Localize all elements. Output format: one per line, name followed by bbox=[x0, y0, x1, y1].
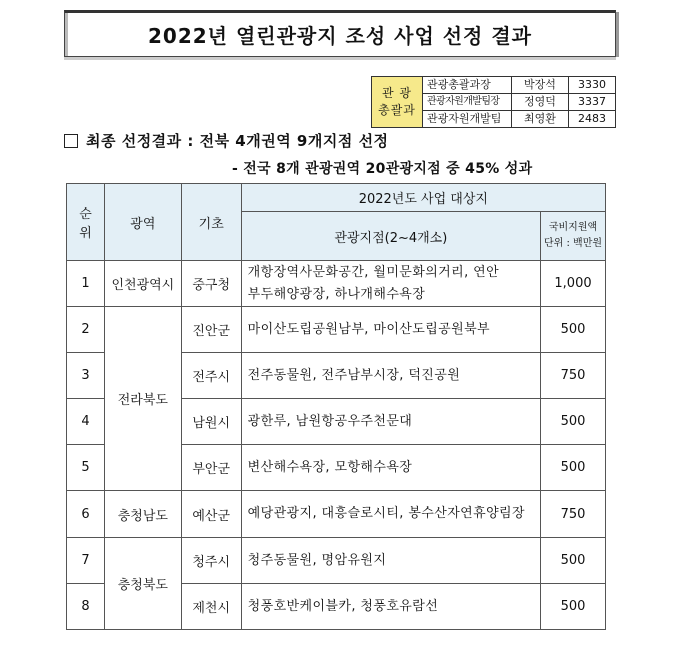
contact-name: 최영환 bbox=[512, 111, 569, 128]
header-basic: 기초 bbox=[181, 184, 241, 261]
header-region: 광역 bbox=[104, 184, 181, 261]
contact-name: 정영덕 bbox=[512, 94, 569, 111]
table-row: 3 전주시 전주동물원, 전주남부시장, 덕진공원 750 bbox=[67, 353, 606, 399]
header-target: 2022년도 사업 대상지 bbox=[241, 184, 605, 212]
table-row: 5 부안군 변산해수욕장, 모항해수욕장 500 bbox=[67, 445, 606, 491]
table-row: 4 남원시 광한루, 남원항공우주천문대 500 bbox=[67, 399, 606, 445]
page-title bbox=[64, 10, 616, 57]
final-result bbox=[64, 130, 389, 151]
contact-table bbox=[371, 76, 616, 128]
checkbox-icon bbox=[64, 134, 78, 148]
contact-phone: 2483 bbox=[569, 111, 616, 128]
contact-group: 관 광 총괄과 bbox=[372, 77, 423, 128]
header-amount: 국비지원액 단위 : 백만원 bbox=[541, 212, 606, 261]
contact-phone: 3330 bbox=[569, 77, 616, 94]
header-sites: 관광지점(2~4개소) bbox=[241, 212, 540, 261]
table-row: 8 제천시 청풍호반케이블카, 청풍호유람선 500 bbox=[67, 584, 606, 630]
contact-name: 박장석 bbox=[512, 77, 569, 94]
result-sub: - 전국 8개 관광권역 20관광지점 중 45% 성과 bbox=[232, 161, 533, 177]
contact-phone: 3337 bbox=[569, 94, 616, 111]
region-merged: 전라북도 bbox=[104, 307, 181, 491]
table-row: 2 전라북도 진안군 마이산도립공원남부, 마이산도립공원북부 500 bbox=[67, 307, 606, 353]
final-result-text: 최종 선정결과 : 전북 4개권역 9개지점 선정 bbox=[86, 132, 389, 150]
header-no: 순 위 bbox=[67, 184, 105, 261]
page-title-text: 2022년 열린관광지 조성 사업 선정 결과 bbox=[148, 24, 532, 48]
contact-dept: 관광자원개발팀장 bbox=[423, 94, 512, 111]
selection-table bbox=[66, 183, 606, 630]
table-row: 6 충청남도 예산군 예당관광지, 대흥슬로시티, 봉수산자연휴양림장 750 bbox=[67, 491, 606, 538]
contact-dept: 관광총괄과장 bbox=[423, 77, 512, 94]
contact-dept: 관광자원개발팀 bbox=[423, 111, 512, 128]
table-row: 1 인천광역시 중구청 개항장역사문화공간, 월미문화의거리, 연안 부두해양광장, 하나개해수욕장 1,000 bbox=[67, 261, 606, 307]
region-merged: 충청북도 bbox=[104, 538, 181, 630]
table-row: 7 충청북도 청주시 청주동물원, 명암유원지 500 bbox=[67, 538, 606, 584]
